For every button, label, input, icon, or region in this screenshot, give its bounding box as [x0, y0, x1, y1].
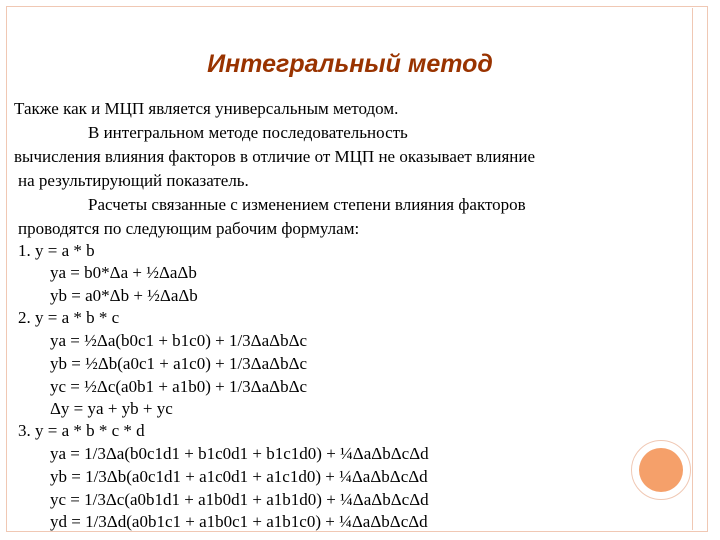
formula-3-ya: ya = 1/3Δa(b0c1d1 + b1c0d1 + b1c1d0) + ¼ΔaΔbΔcΔd [50, 444, 429, 463]
formula-1-header: 1. y = a * b [18, 241, 95, 260]
text-line-3: вычисления влияния факторов в отличие от МЦП не оказывает влияние [14, 147, 536, 166]
formula-2-ya: ya = ½Δa(b0c1 + b1c0) + 1/3ΔaΔbΔc [50, 331, 308, 350]
formula-1-yb: yb = a0*Δb + ½ΔaΔb [50, 286, 198, 305]
formula-1-ya: ya = b0*Δa + ½ΔaΔb [50, 263, 197, 282]
text-line-4: на результирующий показатель. [18, 171, 249, 190]
decorative-circle-icon [639, 448, 683, 492]
formula-2-header: 2. y = a * b * c [18, 308, 120, 327]
right-divider-line [692, 8, 693, 530]
formula-3-yc: yc = 1/3Δc(a0b1d1 + a1b0d1 + a1b1d0) + ¼ΔaΔbΔcΔd [50, 490, 429, 509]
slide-title: Интегральный метод [207, 50, 493, 78]
formula-2-delta-y: Δy = ya + yb + yc [50, 399, 173, 418]
text-line-5: Расчеты связанные с изменением степени влияния факторов [88, 195, 526, 214]
text-line-6: проводятся по следующим рабочим формулам: [18, 219, 360, 238]
text-line-1: Также как и МЦП является универсальным методом. [14, 99, 399, 118]
formula-2-yc: yc = ½Δc(a0b1 + a1b0) + 1/3ΔaΔbΔc [50, 377, 308, 396]
formula-2-yb: yb = ½Δb(a0c1 + a1c0) + 1/3ΔaΔbΔc [50, 354, 308, 373]
formula-3-header: 3. y = a * b * c * d [18, 421, 145, 440]
text-line-2: В интегральном методе последовательность [88, 123, 408, 142]
formula-3-yd: yd = 1/3Δd(a0b1c1 + a1b0c1 + a1b1c0) + ¼ΔaΔbΔcΔd [50, 512, 428, 531]
formula-3-yb: yb = 1/3Δb(a0c1d1 + a1c0d1 + a1c1d0) + ¼ΔaΔbΔcΔd [50, 467, 428, 486]
